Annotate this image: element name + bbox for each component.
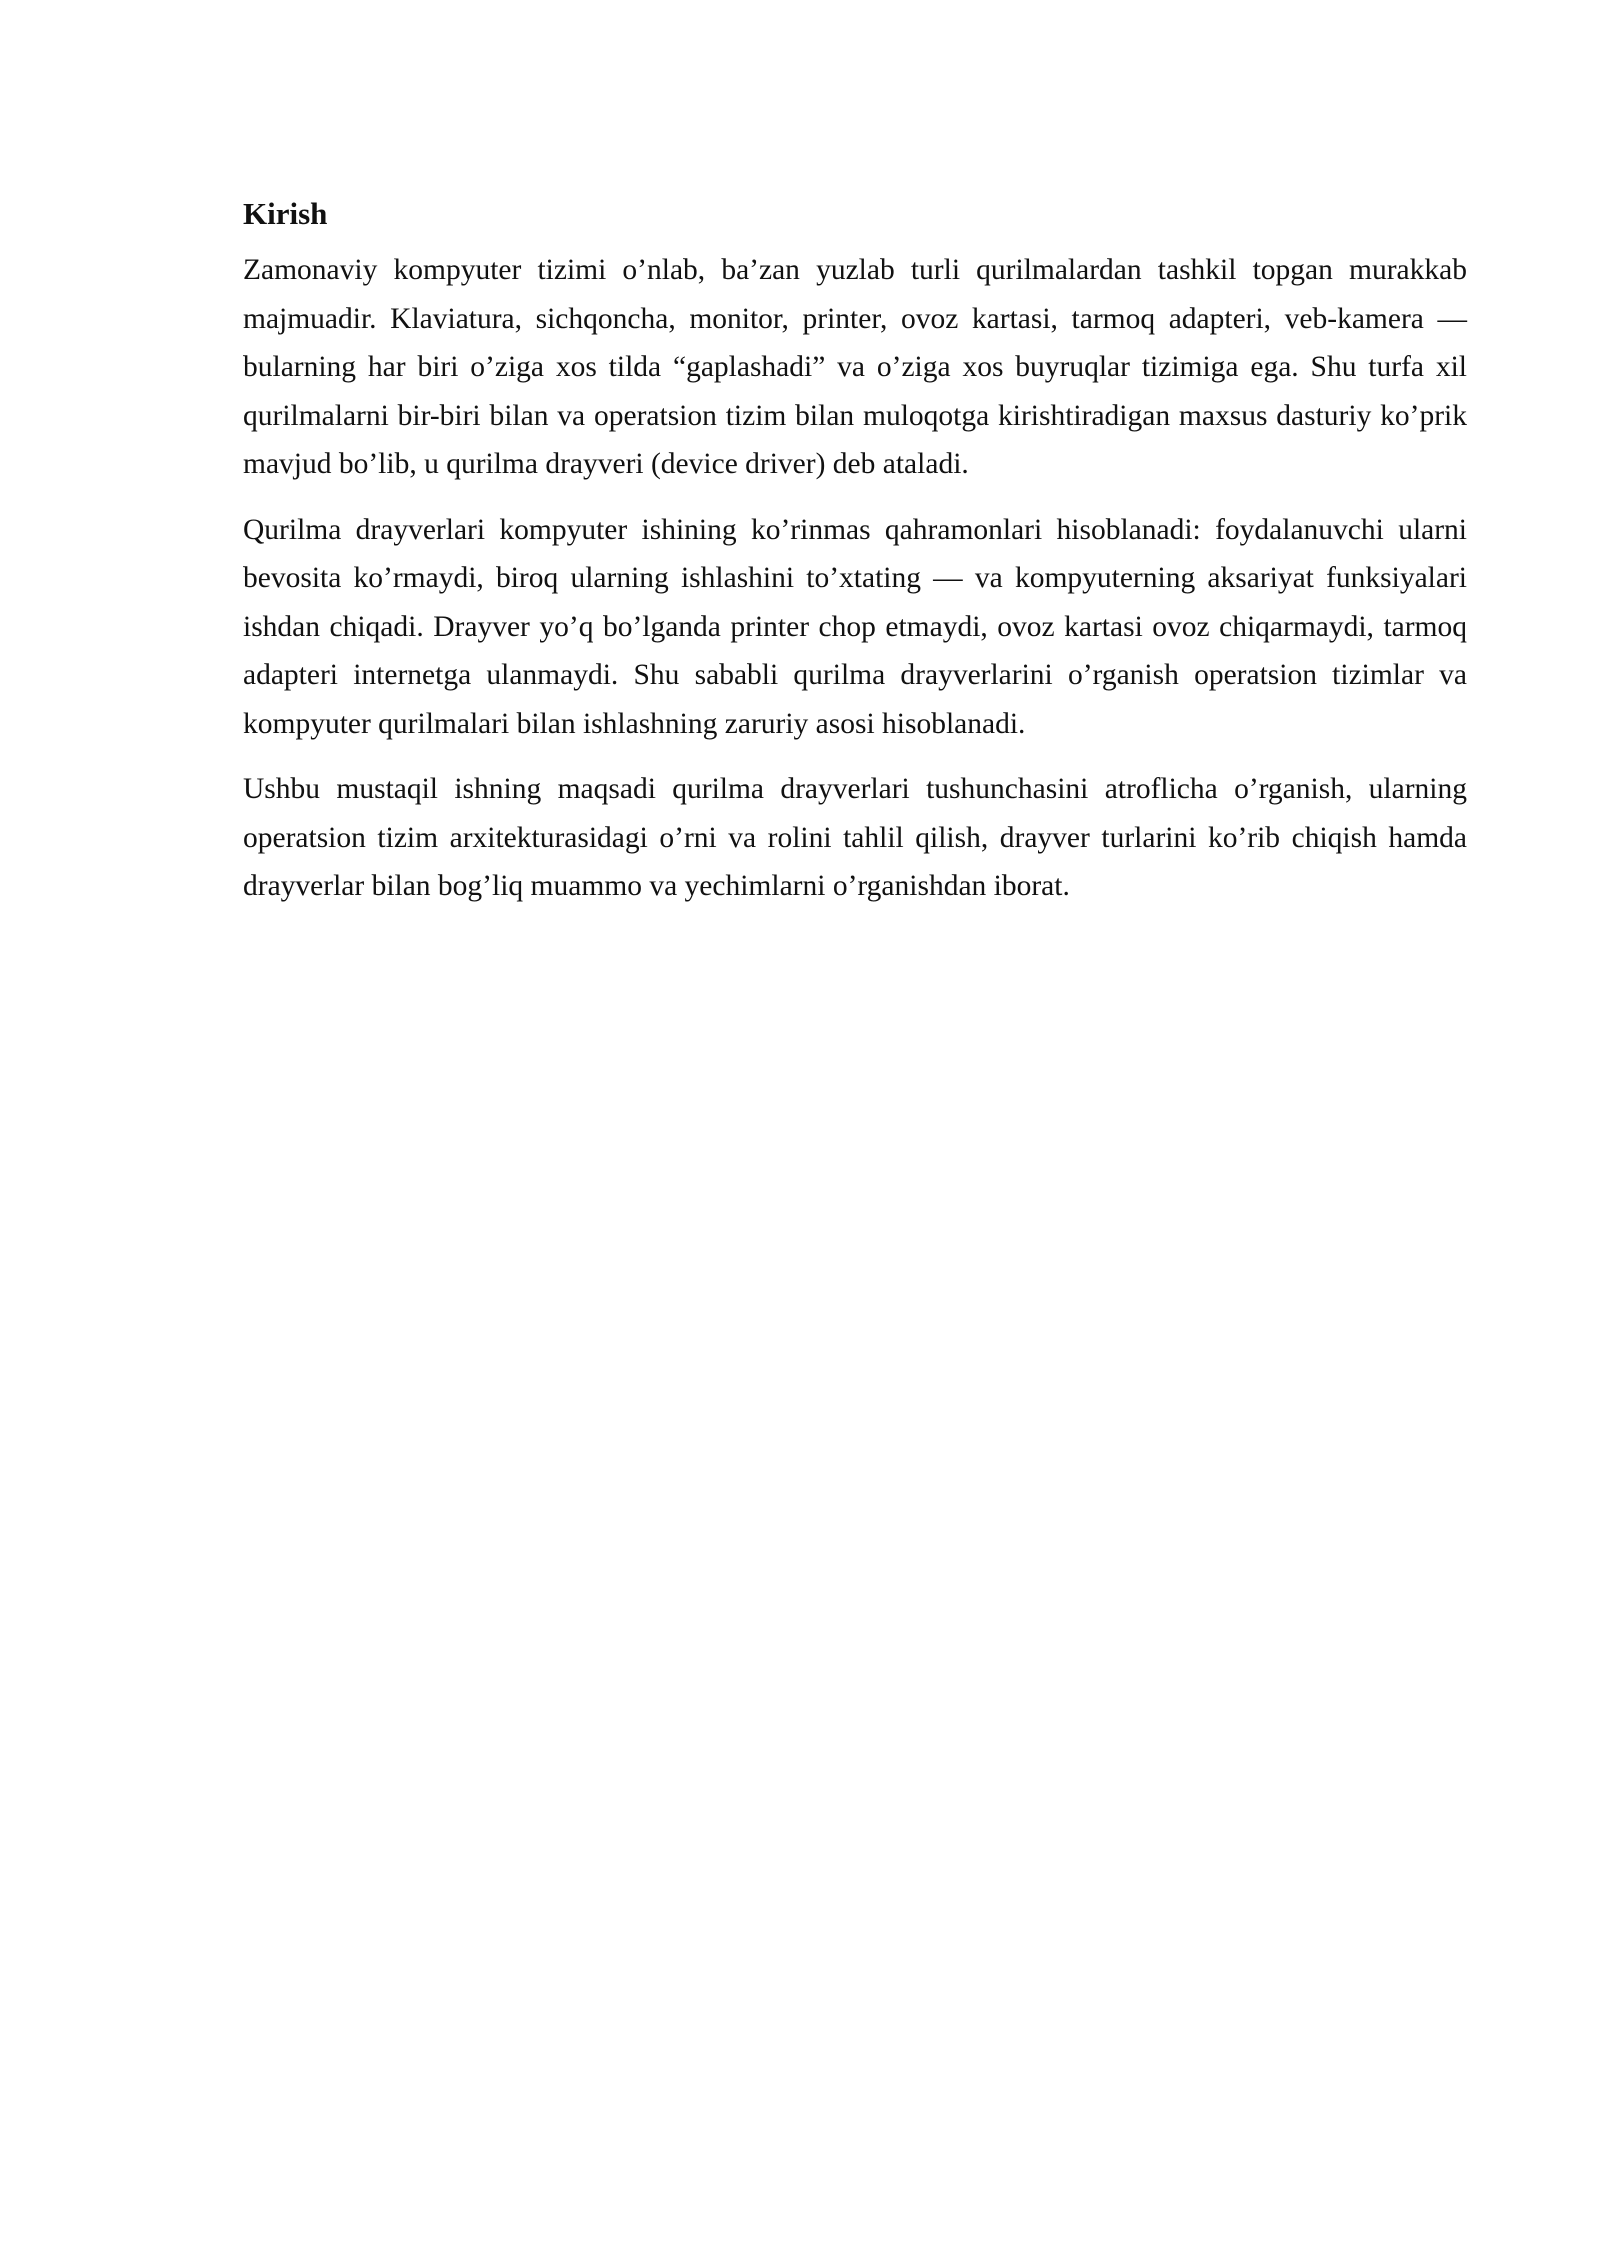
paragraph-3: Ushbu mustaqil ishning maqsadi qurilma drayverlari tushunchasini atroflicha o’rganish, ularning operatsion tizim arxitekturasidagi o’rni va rolini tahlil qilish, drayver turlarini ko’rib chiqish hamda drayverlar bilan bog’liq muammo va yechimlarni o’rganishdan iborat.	[243, 773, 1467, 902]
document-body	[243, 190, 1467, 928]
section-heading: Kirish	[243, 196, 328, 231]
paragraph-2: Qurilma drayverlari kompyuter ishining ko’rinmas qahramonlari hisoblanadi: foydalanuvchi ularni bevosita ko’rmaydi, biroq ularning ishlashini to’xtating — va kompyuterning aksariyat funksiyalari ishdan chiqadi. Drayver yo’q bo’lganda printer chop etmaydi, ovoz kartasi ovoz chiqarmaydi, tarmoq adapteri internetga ulanmaydi. Shu sababli qurilma drayverlarini o’rganish operatsion tizimlar va kompyuter qurilmalari bilan ishlashning zaruriy asosi hisoblanadi.	[243, 513, 1467, 740]
paragraph-1: Zamonaviy kompyuter tizimi o’nlab, ba’zan yuzlab turli qurilmalardan tashkil topgan murakkab majmuadir. Klaviatura, sichqoncha, monitor, printer, ovoz kartasi, tarmoq adapteri, veb-kamera — bularning har biri o’ziga xos tilda “gaplashadi” va o’ziga xos buyruqlar tizimiga ega. Shu turfa xil qurilmalarni bir-biri bilan va operatsion tizim bilan muloqotga kirishtiradigan maxsus dasturiy ko’prik mavjud bo’lib, u qurilma drayveri (device driver) deb ataladi.	[243, 254, 1467, 480]
